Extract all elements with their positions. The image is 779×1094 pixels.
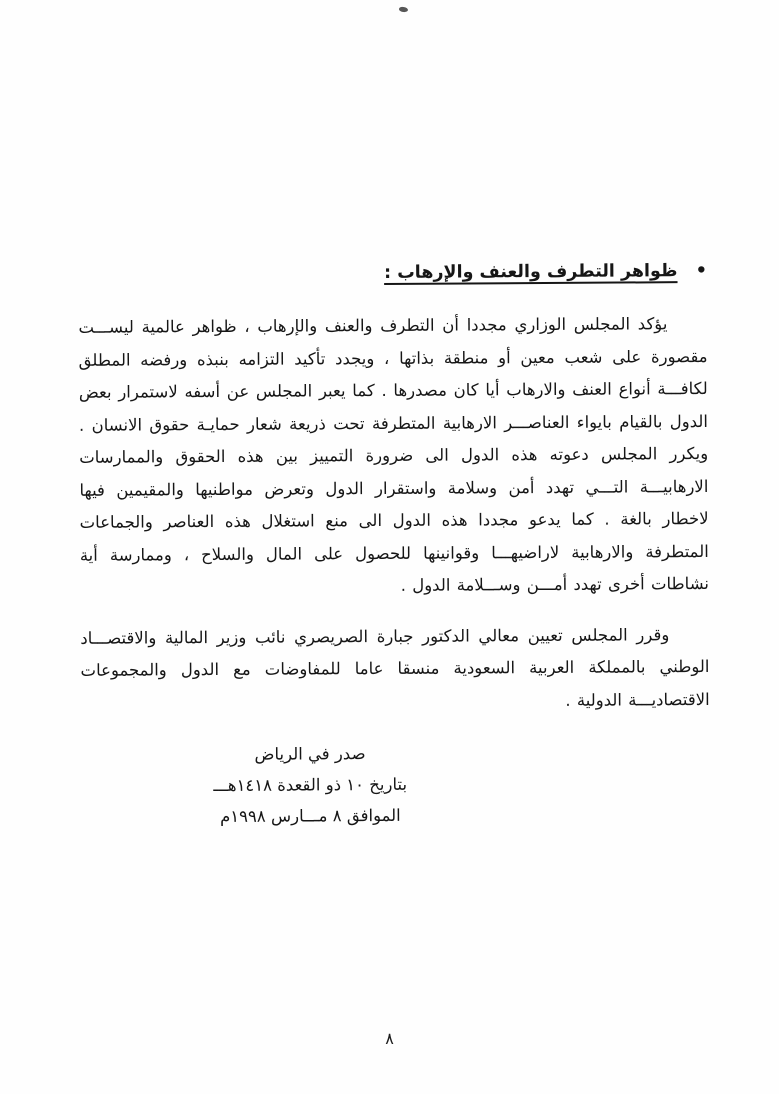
paragraph-appointment-decision: وقرر المجلس تعيين معالي الدكتور جبارة الصريصري نائب وزير المالية والاقتصـــاد الوطني بالمملكة العربية السعودية منسقا عاما للمفاوضات مع الدول والمجموعات الاقتصاديـــة الدولية . [80,624,710,710]
document-content [78,258,710,833]
bullet-icon: • [695,259,708,282]
section-heading-text: ظواهر التطرف والعنف والإرهاب : [384,261,678,283]
issuance-block [160,738,461,833]
issued-place: صدر في الرياض [254,744,366,764]
page-number: ٨ [385,1029,394,1048]
section-heading [78,258,707,288]
issued-date-gregorian: الموافق ٨ مـــارس ١٩٩٨م [220,805,401,826]
issued-date-hijri: بتاريخ ١٠ ذو القعدة ١٤١٨هـــ [213,774,408,796]
paragraph-terrorism-statement: يؤكد المجلس الوزاري مجددا أن التطرف والعنف والإرهاب ، ظواهر عالمية ليســـت مقصورة على شعب معين أو منطقة بذاتها ، ويجدد تأكيد التزامه بنبذه ورفضه المطلق لكافـــة أنواع العنف والارهاب أيا كان مصدرها . كما يعبر المجلس عن أسفه لاستمرار بعض الدول بالقيام بايواء العناصـــر الارهابية المتطرفة تحت ذريعة شعار حمايـة حقوق الانسان . ويكرر المجلس دعوته هذه الدول الى ضرورة التمييز بين هذه الحقوق والممارسات الارهابيـــة التـــي تهدد أمن وسلامة واستقرار الدول وتعرض مواطنيها والمقيمين فيها لاخطار بالغة . كما يدعو مجددا هذه الدول الى منع استغلال هذه العناصر والجماعات المتطرفة والارهابية لاراضيهـــا وقوانينها للحصول على المال والسلاح ، وممارسة أية نشاطات أخرى تهدد أمـــن وســـلامة الدول . [78,314,710,595]
scan-artifact [399,6,409,12]
